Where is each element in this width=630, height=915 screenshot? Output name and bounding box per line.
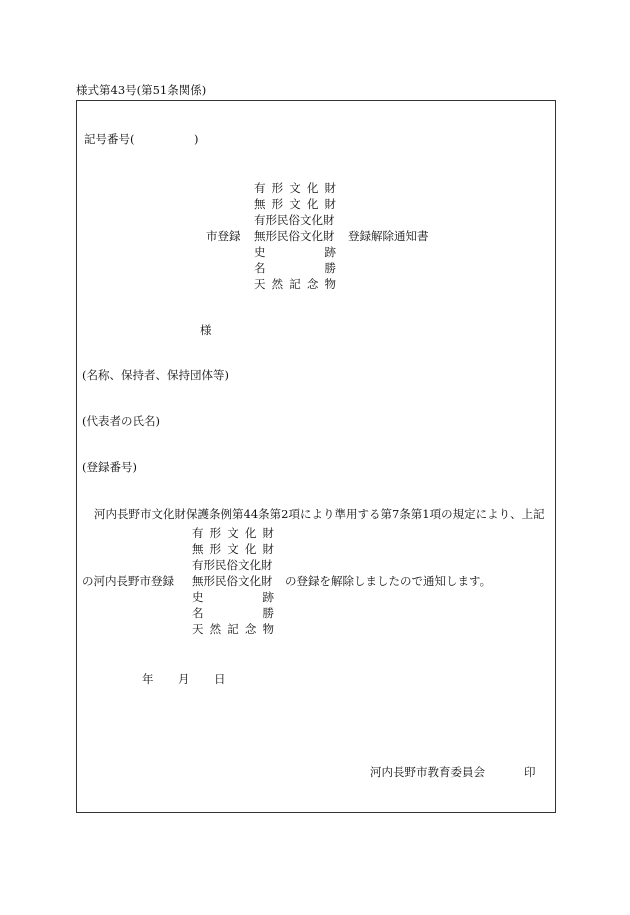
title-category-2: 無 形 文 化 財 bbox=[254, 197, 336, 211]
addressee-honorific: 様 bbox=[200, 323, 212, 337]
title-category-4: 無形民俗文化財 bbox=[254, 229, 335, 243]
body-line-1: 河内長野市文化財保護条例第44条第2項により準用する第7条第1項の規定により、上記 bbox=[94, 507, 545, 521]
body-category-6: 名 勝 bbox=[192, 606, 274, 620]
title-category-1: 有 形 文 化 財 bbox=[254, 181, 336, 195]
date-month: 月 bbox=[178, 672, 190, 686]
body-category-5: 史 跡 bbox=[192, 590, 274, 604]
title-prefix: 市登録 bbox=[206, 229, 241, 243]
title-category-7: 天 然 記 念 物 bbox=[254, 277, 336, 291]
form-label: 様式第43号(第51条関係) bbox=[76, 83, 207, 97]
date-day: 日 bbox=[214, 672, 226, 686]
body-category-3: 有形民俗文化財 bbox=[192, 558, 273, 572]
seal-mark: 印 bbox=[524, 765, 536, 779]
title-category-3: 有形民俗文化財 bbox=[254, 213, 335, 227]
number-label: 記号番号( bbox=[84, 132, 135, 146]
body-category-4: 無形民俗文化財 bbox=[192, 574, 273, 588]
body-category-1: 有 形 文 化 財 bbox=[192, 526, 274, 540]
date-year: 年 bbox=[142, 672, 154, 686]
issuer: 河内長野市教育委員会 bbox=[370, 765, 485, 779]
title-suffix: 登録解除通知書 bbox=[348, 229, 429, 243]
number-close: ) bbox=[194, 132, 199, 146]
body-suffix: の登録を解除しましたので通知します。 bbox=[285, 574, 492, 588]
body-category-7: 天 然 記 念 物 bbox=[192, 622, 274, 636]
title-category-6: 名 勝 bbox=[254, 261, 336, 275]
registration-label: (登録番号) bbox=[82, 460, 137, 474]
name-label: (名称、保持者、保持団体等) bbox=[82, 368, 229, 382]
representative-label: (代表者の氏名) bbox=[82, 414, 160, 428]
body-category-2: 無 形 文 化 財 bbox=[192, 542, 274, 556]
body-prefix: の河内長野市登録 bbox=[82, 574, 174, 588]
title-category-5: 史 跡 bbox=[254, 245, 336, 259]
